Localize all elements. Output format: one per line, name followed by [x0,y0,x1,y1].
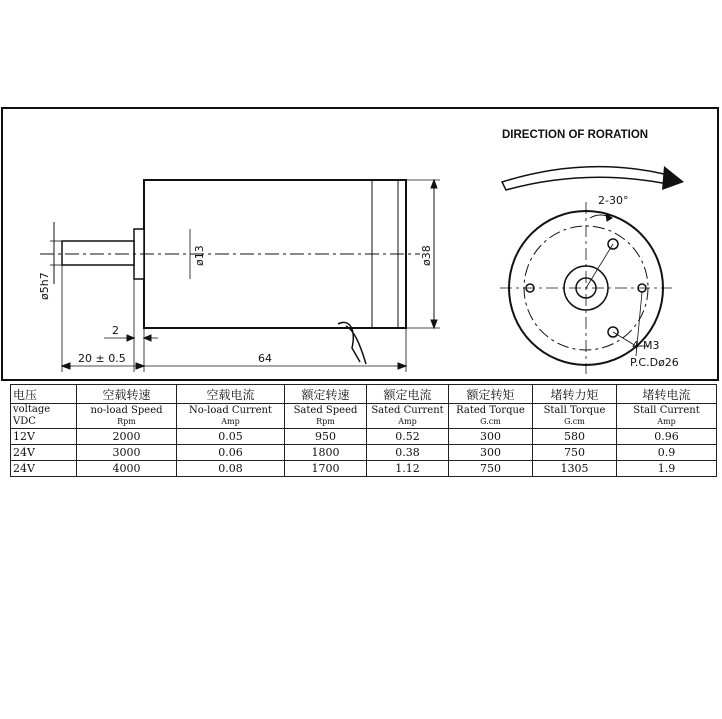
header-en [367,404,449,429]
table-cell: 750 [533,445,617,461]
header-en-unit: Rpm [117,417,136,426]
angle-label: 2-30° [598,194,629,207]
table-cell: 24V [11,445,77,461]
header-row-en [11,404,717,429]
header-cn: 堵转电流 [617,385,717,404]
header-en [177,404,285,429]
header-en [533,404,617,429]
header-en-unit: Rpm [316,417,335,426]
header-cn: 额定转矩 [449,385,533,404]
table-cell: 0.08 [177,461,285,477]
boss-length-label: 2 [112,324,119,337]
direction-title: DIRECTION OF RORATION [502,129,649,141]
body-length-label: 64 [258,352,272,365]
table-cell: 1700 [285,461,367,477]
header-en-name: Sated Speed [293,405,358,416]
table-cell: 12V [11,429,77,445]
table-cell: 2000 [77,429,177,445]
header-en [617,404,717,429]
header-en-unit: Amp [657,417,676,426]
table-row [11,429,717,445]
boss-diameter-label: ø13 [193,245,206,266]
header-en-unit: G.cm [480,417,501,426]
table-row [11,461,717,477]
hole-label: 4-M3 [632,339,660,352]
shaft-diameter-label: ø5h7 [38,272,51,300]
header-en [285,404,367,429]
table-cell: 24V [11,461,77,477]
header-en-unit: G.cm [564,417,585,426]
header-en-unit: Amp [221,417,240,426]
header-cn: 堵转力矩 [533,385,617,404]
pcd-label: P.C.Dø26 [630,356,679,369]
table-cell: 1305 [533,461,617,477]
side-view [40,180,440,372]
header-en [11,404,77,429]
table-cell: 0.05 [177,429,285,445]
header-cn: 额定转速 [285,385,367,404]
header-en [77,404,177,429]
header-en-unit: VDC [13,416,36,427]
body-diameter-label: ø38 [420,245,433,266]
table-cell: 4000 [77,461,177,477]
header-en-unit: Amp [398,417,417,426]
header-en [449,404,533,429]
header-en-name: Stall Torque [543,405,606,416]
table-row [11,445,717,461]
header-row-cn [11,385,717,404]
header-cn: 空载电流 [177,385,285,404]
table-cell: 580 [533,429,617,445]
table-cell: 3000 [77,445,177,461]
spec-table [10,384,717,477]
header-cn: 电压 [11,385,77,404]
table-cell: 300 [449,445,533,461]
table-cell: 0.52 [367,429,449,445]
table-cell: 0.96 [617,429,717,445]
motor-shaft [62,241,134,265]
header-en-name: Sated Current [371,405,444,416]
table-cell: 300 [449,429,533,445]
header-cn: 额定电流 [367,385,449,404]
header-en-name: Stall Current [633,405,700,416]
rotation-arrow [502,167,668,190]
table-cell: 1.12 [367,461,449,477]
header-en-name: no-load Speed [90,405,163,416]
table-cell: 0.9 [617,445,717,461]
table-cell: 1.9 [617,461,717,477]
header-en-name: Rated Torque [456,405,525,416]
header-en-name: No-load Current [189,405,272,416]
table-cell: 1800 [285,445,367,461]
table-cell: 0.38 [367,445,449,461]
shaft-length-label: 20 ± 0.5 [78,352,126,365]
table-cell: 0.06 [177,445,285,461]
header-cn: 空载转速 [77,385,177,404]
table-cell: 750 [449,461,533,477]
header-en-name: voltage [13,404,51,415]
table-cell: 950 [285,429,367,445]
